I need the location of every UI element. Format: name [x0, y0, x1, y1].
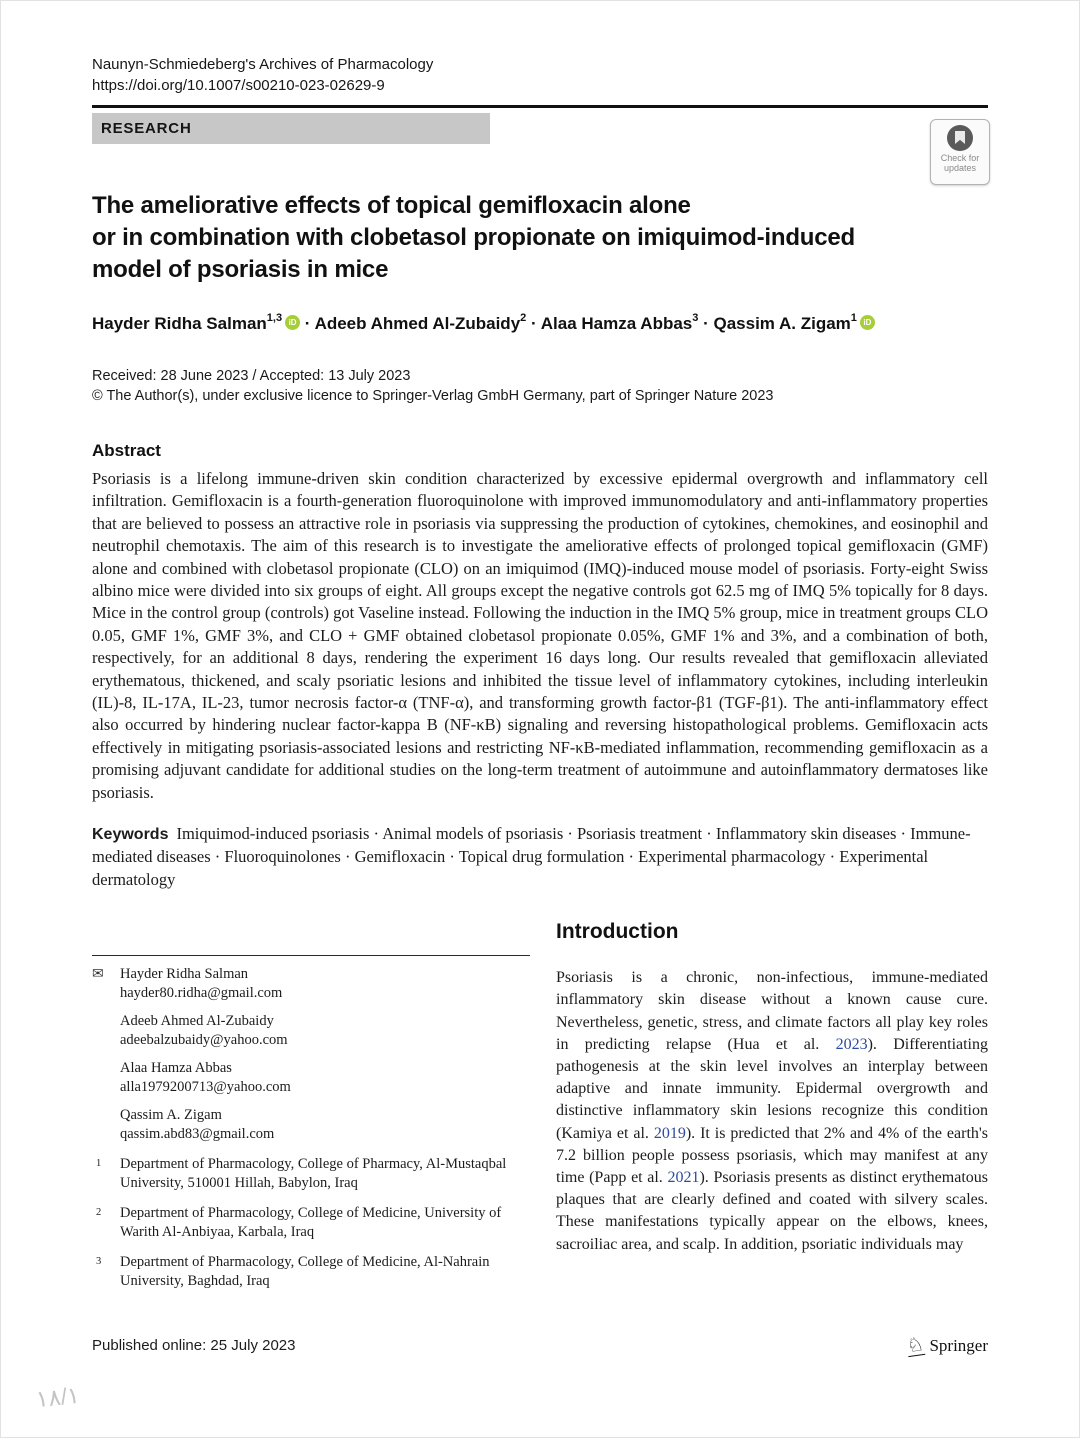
springer-horse-icon: ♘ — [905, 1333, 926, 1358]
page-content — [92, 54, 988, 1291]
abstract-text: Psoriasis is a lifelong immune-driven skin condition characterized by excessive epidermal overgrowth and inflammatory cell infiltration. Gemifloxacin is a fourth-generation fluoroquinolone with improved immunomodulatory and anti-inflammatory properties that are believed to possess an attractive role in psoriasis via suppressing the production of cytokines, chemokines, and eosinophil and neutrophil chemotaxis. The aim of this research is to investigate the ameliorative effects of prolonged topical gemifloxacin (GMF) alone and combined with clobetasol propionate (CLO) on an imiquimod (IMQ)-induced mouse model of psoriasis. Forty-eight Swiss albino mice were divided into six groups of eight. All groups except the negative controls got 62.5 mg of IMQ 5% topically for 8 days. Mice in the control group (controls) got Vaseline instead. Following the induction in the IMQ 5% group, mice in treatment groups CLO 0.05, GMF 1%, GMF 3%, and CLO + GMF obtained clobetasol propionate 0.05%, GMF 1% and 3%, and a combination of both, respectively, for an additional 8 days, rendering the experiment 16 days long. Our results revealed that gemifloxacin alleviated erythematous, thickened, and scaly psoriatic lesions and inhibited the tissue level of inflammatory cytokines, including interleukin (IL)-8, IL-17A, IL-23, tumor necrosis factor-α (TNF-α), and transforming growth factor-β1 (TGF-β1). The anti-inflammatory effect also occurred by hindering nuclear factor-kappa B (NF-κB) signaling and reversing histopathological problems. Gemifloxacin acts effectively in mitigating psoriasis-associated lesions and restricting NF-κB-mediated inflammation, recommending gemifloxacin as a promising adjuvant candidate for additional studies on the long-term treatment of autoimmune and autoinflammatory dermatoses like psoriasis. — [92, 469, 988, 802]
keywords-label: Keywords — [92, 826, 169, 844]
intro-text: ). It is predicted that 2% and 4% of the earth's 7.2 billion people possess psoriasis, which may manifest at any time (Papp et al. — [556, 1124, 988, 1186]
affiliation — [92, 1204, 530, 1242]
springer-wordmark: Springer — [929, 1336, 988, 1355]
abstract-heading: Abstract — [92, 441, 161, 460]
crossmark-icon — [947, 125, 973, 151]
envelope-icon: ✉ — [92, 967, 104, 983]
received-accepted-line: Received: 28 June 2023 / Accepted: 13 July 2023 — [92, 368, 411, 384]
intro-text: ). Differentiating pathogenesis at the skin level involves an interplay between adaptive and innate immunity. Epidermal overgrowth and distinctive inflammatory skin lesions recognize this condition (Kamiya et al. — [556, 1035, 988, 1142]
page-footer — [92, 1333, 988, 1358]
citation-year[interactable]: 2021 — [667, 1168, 700, 1186]
check-updates-text-line1: Check for — [940, 153, 980, 163]
affiliation-text: Department of Pharmacology, College of Medicine, University of Warith Al-Anbiyaa, Karbala, Iraq — [120, 1205, 502, 1241]
author-name: Alaa Hamza Abbas$^3$ — [540, 312, 699, 333]
introduction-heading: Introduction — [556, 920, 679, 944]
affiliation — [92, 1253, 530, 1291]
author-affiliation-sup: 1,3 — [266, 312, 283, 325]
springer-logo — [905, 1333, 988, 1358]
affiliation-number: 2 — [96, 1207, 102, 1219]
affiliation-text: Department of Pharmacology, College of Medicine, Al-Nahrain University, Baghdad, Iraq — [120, 1254, 490, 1290]
footnote-divider — [92, 955, 530, 956]
contact-email[interactable]: hayder80.ridha@gmail.com — [120, 985, 283, 1002]
contact-block — [92, 965, 530, 1003]
contact-block — [92, 1012, 530, 1050]
intro-text: Psoriasis is a chronic, non-infectious, immune-mediated inflammatory skin disease without a known cause cure. Nevertheless, genetic, stress, and climate factors all play key roles in predicting relapse (Hua et al. — [556, 969, 988, 1053]
affiliations-list — [92, 1155, 530, 1291]
introduction-paragraph — [556, 967, 988, 1256]
keywords-text: Imiquimod-induced psoriasis · Animal models of psoriasis · Psoriasis treatment · Inflammatory skin diseases · Immune-mediated diseases · Fluoroquinolones · Gemifloxacin · Topical drug formulation · Experimental pharmacology · Experimental dermatology — [92, 824, 971, 890]
orcid-icon[interactable]: iD — [285, 315, 300, 330]
author-name: Qassim A. Zigam$^1$ iD — [713, 314, 874, 333]
check-updates-text-line2: updates — [943, 163, 977, 173]
header-divider — [92, 105, 988, 108]
article-type-label: RESEARCH — [92, 113, 490, 144]
bookmark-icon — [955, 131, 965, 144]
article-title-line: The ameliorative effects of topical gemifloxacin alone — [92, 192, 691, 219]
author-separator: · — [698, 314, 714, 333]
author-separator: · — [526, 314, 541, 333]
article-type-row — [92, 113, 988, 173]
contact-name: Alaa Hamza Abbas — [120, 1060, 232, 1077]
author-name: Adeeb Ahmed Al-Zubaidy$^2$ — [314, 312, 527, 333]
two-column-area — [92, 919, 988, 1291]
contact-block — [92, 1106, 530, 1144]
dates-block — [92, 366, 988, 406]
author-affiliation-sup: 2 — [520, 312, 527, 325]
affiliation — [92, 1155, 530, 1193]
published-online-line: Published online: 25 July 2023 — [92, 1337, 296, 1354]
contact-name: Adeeb Ahmed Al-Zubaidy — [120, 1013, 274, 1030]
affiliation-text: Department of Pharmacology, College of Pharmacy, Al-Mustaqbal University, 510001 Hillah, Babylon, Iraq — [120, 1156, 507, 1192]
orcid-icon[interactable]: iD — [860, 315, 875, 330]
contact-email[interactable]: alla1979200713@yahoo.com — [120, 1079, 291, 1096]
article-title — [92, 190, 988, 286]
contacts-list — [92, 965, 530, 1144]
author-name: Hayder Ridha Salman$^{1,3}$ iD — [92, 314, 300, 333]
article-title-line: model of psoriasis in mice — [92, 256, 389, 283]
introduction-column — [556, 919, 988, 1291]
authors-line — [92, 312, 988, 336]
page-corner-mark: ١٨/١ — [34, 1381, 81, 1413]
journal-name: Naunyn-Schmiedeberg's Archives of Pharmacology — [92, 56, 434, 73]
citation-year[interactable]: 2023 — [835, 1035, 868, 1053]
affiliation-number: 1 — [96, 1158, 102, 1170]
footnotes-column — [92, 919, 530, 1291]
keywords-block — [92, 822, 988, 891]
author-affiliation-sup: 1 — [850, 312, 857, 325]
contact-email[interactable]: qassim.abd83@gmail.com — [120, 1126, 275, 1143]
intro-text: ). Psoriasis presents as distinct erythematous plaques that are clearly defined and coated with silvery scales. These manifestations typically appear on the elbows, knees, sacroiliac area, and scalp. In addition, psoriatic individuals may — [556, 1168, 989, 1253]
contact-email[interactable]: adeebalzubaidy@yahoo.com — [120, 1032, 288, 1049]
contact-name: Hayder Ridha Salman — [120, 966, 249, 983]
check-for-updates-badge[interactable] — [930, 119, 990, 185]
author-separator: · — [300, 314, 315, 333]
copyright-line: © The Author(s), under exclusive licence to Springer-Verlag GmbH Germany, part of Springer Nature 2023 — [92, 388, 774, 404]
affiliation-number: 3 — [96, 1256, 102, 1268]
contact-block — [92, 1059, 530, 1097]
article-title-line: or in combination with clobetasol propionate on imiquimod-induced — [92, 224, 855, 251]
doi-link[interactable]: https://doi.org/10.1007/s00210-023-02629-9 — [92, 77, 385, 94]
citation-year[interactable]: 2019 — [653, 1124, 686, 1142]
author-affiliation-sup: 3 — [692, 312, 699, 325]
contact-name: Qassim A. Zigam — [120, 1107, 222, 1124]
